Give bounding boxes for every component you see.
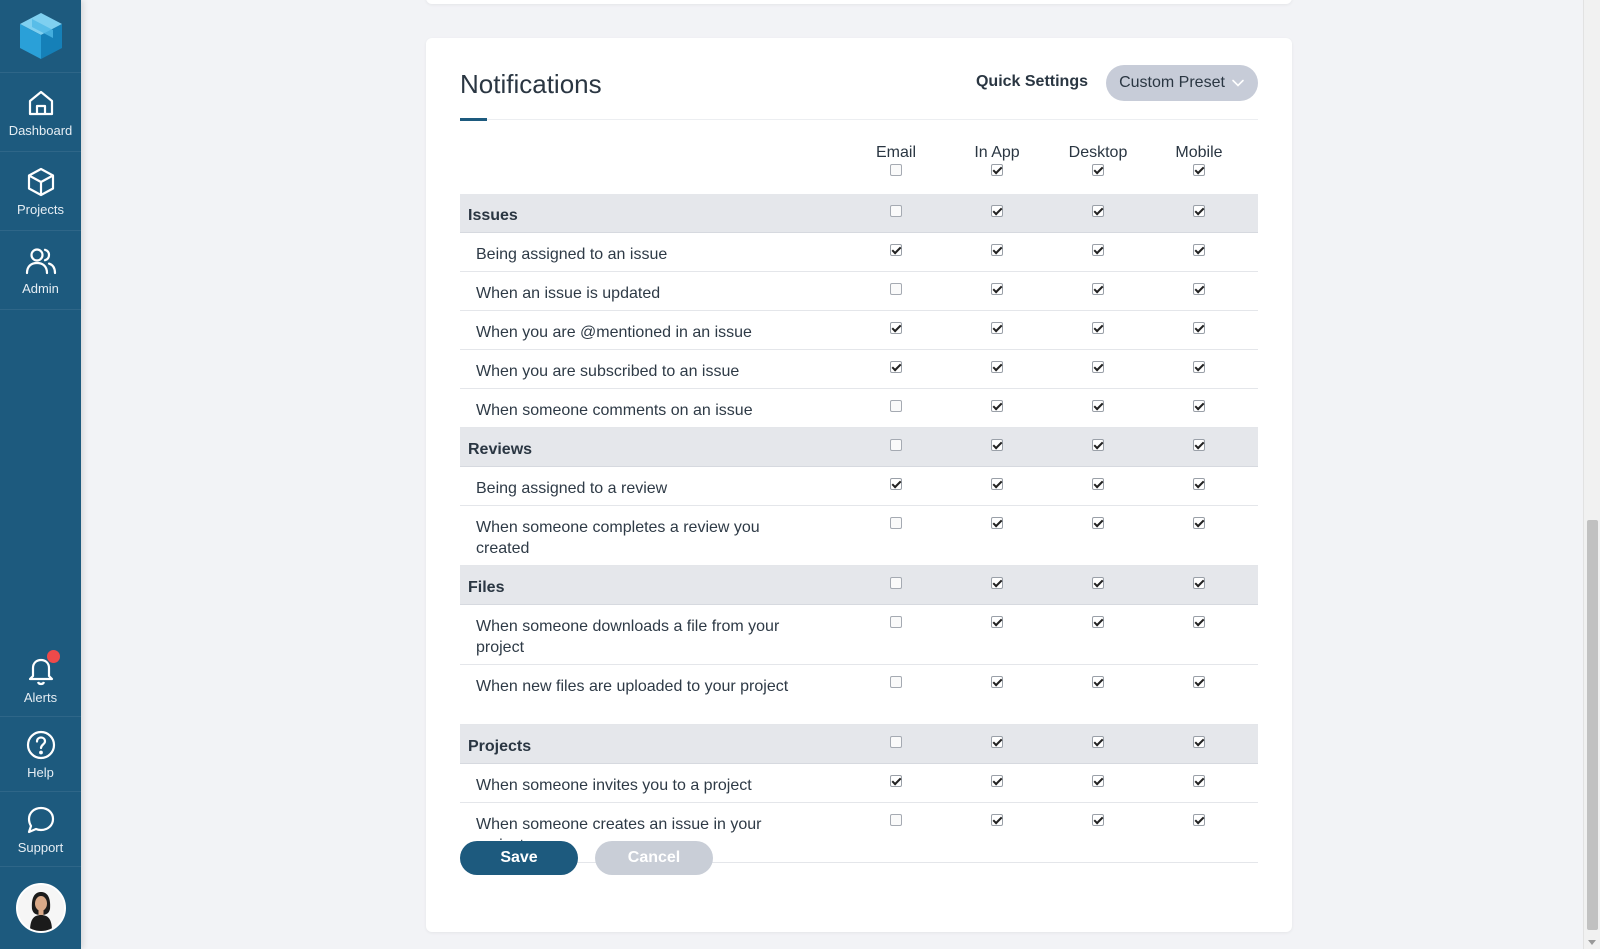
notification-checkbox[interactable] [991, 616, 1003, 628]
sidebar-item-help[interactable] [0, 717, 81, 792]
notifications-table [460, 144, 1258, 863]
column-checkbox-wrap [947, 164, 1047, 176]
column-checkbox-wrap [1149, 164, 1249, 176]
notification-checkbox[interactable] [890, 736, 902, 748]
sidebar-item-label: Projects [17, 201, 64, 217]
notification-checkbox[interactable] [1092, 400, 1104, 412]
cancel-button[interactable]: Cancel [595, 841, 713, 875]
checkbox-cell [1068, 439, 1128, 451]
column-checkbox-wrap [846, 164, 946, 176]
table-row [460, 272, 1258, 311]
chat-icon [25, 804, 57, 836]
notification-checkbox[interactable] [890, 616, 902, 628]
checkbox-cell [1169, 478, 1229, 490]
notification-checkbox[interactable] [1092, 775, 1104, 787]
checkbox-cell [1068, 283, 1128, 295]
notification-checkbox[interactable] [1193, 736, 1205, 748]
avatar[interactable] [16, 883, 66, 933]
notification-checkbox[interactable] [890, 814, 902, 826]
checkbox-cell [967, 517, 1027, 529]
save-button[interactable]: Save [460, 841, 578, 875]
notification-checkbox[interactable] [890, 361, 902, 373]
checkbox-cell [866, 205, 926, 217]
row-label: When you are @mentioned in an issue [476, 324, 752, 341]
row-label: When someone completes a review you created [476, 519, 760, 557]
table-row [460, 233, 1258, 272]
sidebar [0, 0, 81, 949]
group-row [460, 725, 1258, 764]
checkbox-cell [866, 400, 926, 412]
checkbox-cell [1169, 577, 1229, 589]
select-all-checkbox[interactable] [991, 164, 1003, 176]
checkbox-cell [866, 676, 926, 688]
checkbox-cell [1169, 736, 1229, 748]
notification-checkbox[interactable] [890, 775, 902, 787]
select-all-checkbox[interactable] [890, 164, 902, 176]
group-label: Projects [468, 738, 532, 755]
column-header-row [460, 144, 1258, 194]
notification-checkbox[interactable] [890, 478, 902, 490]
notification-checkbox[interactable] [1092, 577, 1104, 589]
checkbox-cell [1169, 439, 1229, 451]
sidebar-item-admin[interactable] [0, 231, 81, 310]
chevron-down-icon [1231, 78, 1245, 88]
checkbox-cell [866, 283, 926, 295]
card-header [460, 38, 1258, 120]
profile[interactable] [0, 867, 81, 949]
notification-checkbox[interactable] [1193, 814, 1205, 826]
notification-checkbox[interactable] [1193, 400, 1205, 412]
notification-checkbox[interactable] [1092, 676, 1104, 688]
notification-checkbox[interactable] [1193, 439, 1205, 451]
scrollbar-thumb[interactable] [1587, 520, 1598, 930]
checkbox-cell [866, 517, 926, 529]
column-header-desktop [1048, 144, 1148, 176]
sidebar-item-label: Help [27, 764, 54, 780]
checkbox-cell [866, 322, 926, 334]
checkbox-cell [866, 244, 926, 256]
checkbox-cell [967, 676, 1027, 688]
group-row [460, 566, 1258, 605]
table-row [460, 764, 1258, 803]
sidebar-item-label: Alerts [23, 689, 58, 705]
group-label: Issues [468, 207, 518, 224]
notification-checkbox[interactable] [890, 577, 902, 589]
group-label: Reviews [468, 441, 533, 458]
checkbox-cell [967, 400, 1027, 412]
checkbox-cell [967, 439, 1027, 451]
checkbox-cell [1169, 244, 1229, 256]
sidebar-item-alerts[interactable] [0, 642, 81, 717]
table-row [460, 311, 1258, 350]
checkbox-cell [967, 736, 1027, 748]
notification-checkbox[interactable] [991, 736, 1003, 748]
checkbox-cell [1068, 736, 1128, 748]
preset-label: Custom Preset [1119, 74, 1225, 91]
checkbox-cell [1068, 616, 1128, 628]
sidebar-item-label: Admin [22, 280, 59, 296]
checkbox-cell [1169, 361, 1229, 373]
quick-settings-label: Quick Settings [975, 73, 1088, 90]
checkbox-cell [1068, 400, 1128, 412]
title-underline [460, 118, 487, 121]
checkbox-cell [967, 283, 1027, 295]
checkbox-cell [866, 736, 926, 748]
scroll-down-icon[interactable] [1588, 940, 1596, 945]
notification-checkbox[interactable] [890, 322, 902, 334]
checkbox-cell [1169, 814, 1229, 826]
notification-checkbox[interactable] [890, 400, 902, 412]
checkbox-cell [1169, 283, 1229, 295]
checkbox-cell [1068, 577, 1128, 589]
checkbox-cell [866, 814, 926, 826]
notification-checkbox[interactable] [991, 283, 1003, 295]
checkbox-cell [967, 775, 1027, 787]
checkbox-cell [866, 616, 926, 628]
cube-icon [25, 166, 57, 198]
page-scrollbar[interactable] [1583, 0, 1600, 949]
row-label: When you are subscribed to an issue [476, 363, 740, 380]
checkbox-cell [967, 322, 1027, 334]
column-label: Email [875, 144, 916, 161]
checkbox-cell [1169, 205, 1229, 217]
page-title: Notifications [460, 69, 602, 99]
row-label: When someone comments on an issue [476, 402, 753, 419]
column-label: In App [974, 144, 1020, 161]
row-label: When new files are uploaded to your project [476, 678, 789, 695]
row-label: When someone downloads a file from your project [476, 618, 780, 656]
checkbox-cell [1068, 775, 1128, 787]
notification-checkbox[interactable] [1193, 322, 1205, 334]
row-label: Being assigned to an issue [476, 246, 668, 263]
checkbox-cell [967, 361, 1027, 373]
table-row [460, 350, 1258, 389]
notification-checkbox[interactable] [1092, 361, 1104, 373]
sidebar-item-projects[interactable] [0, 152, 81, 231]
checkbox-cell [1068, 361, 1128, 373]
checkbox-cell [967, 814, 1027, 826]
sidebar-item-dashboard[interactable] [0, 73, 81, 152]
checkbox-cell [967, 616, 1027, 628]
checkbox-cell [1068, 814, 1128, 826]
notification-checkbox[interactable] [1092, 439, 1104, 451]
column-label: Mobile [1175, 144, 1223, 161]
checkbox-cell [866, 775, 926, 787]
checkbox-cell [866, 361, 926, 373]
row-label: When someone creates an issue in your [476, 816, 762, 833]
notification-checkbox[interactable] [1092, 736, 1104, 748]
checkbox-cell [967, 478, 1027, 490]
checkbox-cell [1068, 205, 1128, 217]
checkbox-cell [1169, 400, 1229, 412]
notification-checkbox[interactable] [1092, 478, 1104, 490]
notification-checkbox[interactable] [991, 400, 1003, 412]
group-row [460, 428, 1258, 467]
notification-checkbox[interactable] [991, 439, 1003, 451]
notification-checkbox[interactable] [890, 676, 902, 688]
notification-checkbox[interactable] [991, 205, 1003, 217]
select-all-checkbox[interactable] [1092, 164, 1104, 176]
alerts-icon-wrap [25, 654, 57, 686]
checkbox-cell [967, 205, 1027, 217]
table-row [460, 389, 1258, 428]
logo-icon [18, 11, 64, 61]
checkbox-cell [967, 244, 1027, 256]
notification-checkbox[interactable] [1092, 517, 1104, 529]
group-row [460, 194, 1258, 233]
table-row [460, 605, 1258, 665]
select-all-checkbox[interactable] [1193, 164, 1205, 176]
checkbox-cell [1169, 517, 1229, 529]
notification-checkbox[interactable] [1193, 616, 1205, 628]
notification-checkbox[interactable] [991, 577, 1003, 589]
alert-badge [47, 650, 60, 663]
row-label: When someone invites you to a project [476, 777, 752, 794]
table-row [460, 506, 1258, 566]
notification-checkbox[interactable] [890, 205, 902, 217]
table-row [460, 665, 1258, 725]
notification-checkbox[interactable] [1092, 205, 1104, 217]
preset-dropdown[interactable] [1106, 65, 1258, 101]
notification-checkbox[interactable] [991, 361, 1003, 373]
notification-checkbox[interactable] [991, 478, 1003, 490]
checkbox-cell [1169, 322, 1229, 334]
notification-checkbox[interactable] [1193, 517, 1205, 529]
notification-checkbox[interactable] [991, 814, 1003, 826]
notification-checkbox[interactable] [1193, 478, 1205, 490]
sidebar-item-label: Dashboard [8, 122, 73, 138]
column-label: Desktop [1068, 144, 1128, 161]
column-checkbox-wrap [1048, 164, 1148, 176]
notification-checkbox[interactable] [1193, 205, 1205, 217]
notification-checkbox[interactable] [1193, 775, 1205, 787]
checkbox-cell [1068, 244, 1128, 256]
checkbox-cell [1068, 478, 1128, 490]
notification-checkbox[interactable] [1092, 616, 1104, 628]
notification-checkbox[interactable] [1193, 244, 1205, 256]
checkbox-cell [1068, 517, 1128, 529]
notification-checkbox[interactable] [991, 322, 1003, 334]
table-row [460, 467, 1258, 506]
column-header-email [846, 144, 946, 176]
notifications-card [426, 38, 1292, 932]
notification-checkbox[interactable] [1193, 361, 1205, 373]
previous-card [426, 0, 1292, 4]
form-actions [460, 841, 713, 875]
notification-checkbox[interactable] [991, 676, 1003, 688]
group-label: Files [468, 579, 505, 596]
checkbox-cell [1068, 676, 1128, 688]
notification-checkbox[interactable] [1092, 283, 1104, 295]
notification-checkbox[interactable] [1092, 814, 1104, 826]
help-icon [25, 729, 57, 761]
notification-checkbox[interactable] [1193, 676, 1205, 688]
sidebar-bottom [0, 642, 81, 949]
app-logo[interactable] [0, 0, 81, 73]
row-label: Being assigned to a review [476, 480, 668, 497]
checkbox-cell [1068, 322, 1128, 334]
notification-checkbox[interactable] [991, 775, 1003, 787]
notification-checkbox[interactable] [890, 439, 902, 451]
checkbox-cell [967, 577, 1027, 589]
row-label: When an issue is updated [476, 285, 661, 302]
checkbox-cell [1169, 775, 1229, 787]
notification-checkbox[interactable] [1092, 322, 1104, 334]
sidebar-item-label: Support [17, 839, 64, 855]
home-icon [25, 87, 57, 119]
avatar-image [18, 885, 64, 931]
notification-checkbox[interactable] [1092, 244, 1104, 256]
sidebar-item-support[interactable] [0, 792, 81, 867]
notification-checkbox[interactable] [890, 517, 902, 529]
notification-checkbox[interactable] [1193, 283, 1205, 295]
checkbox-cell [866, 577, 926, 589]
checkbox-cell [866, 439, 926, 451]
checkbox-cell [1169, 616, 1229, 628]
checkbox-cell [1169, 676, 1229, 688]
notification-checkbox[interactable] [991, 244, 1003, 256]
users-icon [25, 245, 57, 277]
notification-checkbox[interactable] [1193, 577, 1205, 589]
notification-checkbox[interactable] [890, 283, 902, 295]
notification-checkbox[interactable] [890, 244, 902, 256]
column-header-in-app [947, 144, 1047, 176]
column-header-mobile [1149, 144, 1249, 176]
checkbox-cell [866, 478, 926, 490]
notification-checkbox[interactable] [991, 517, 1003, 529]
